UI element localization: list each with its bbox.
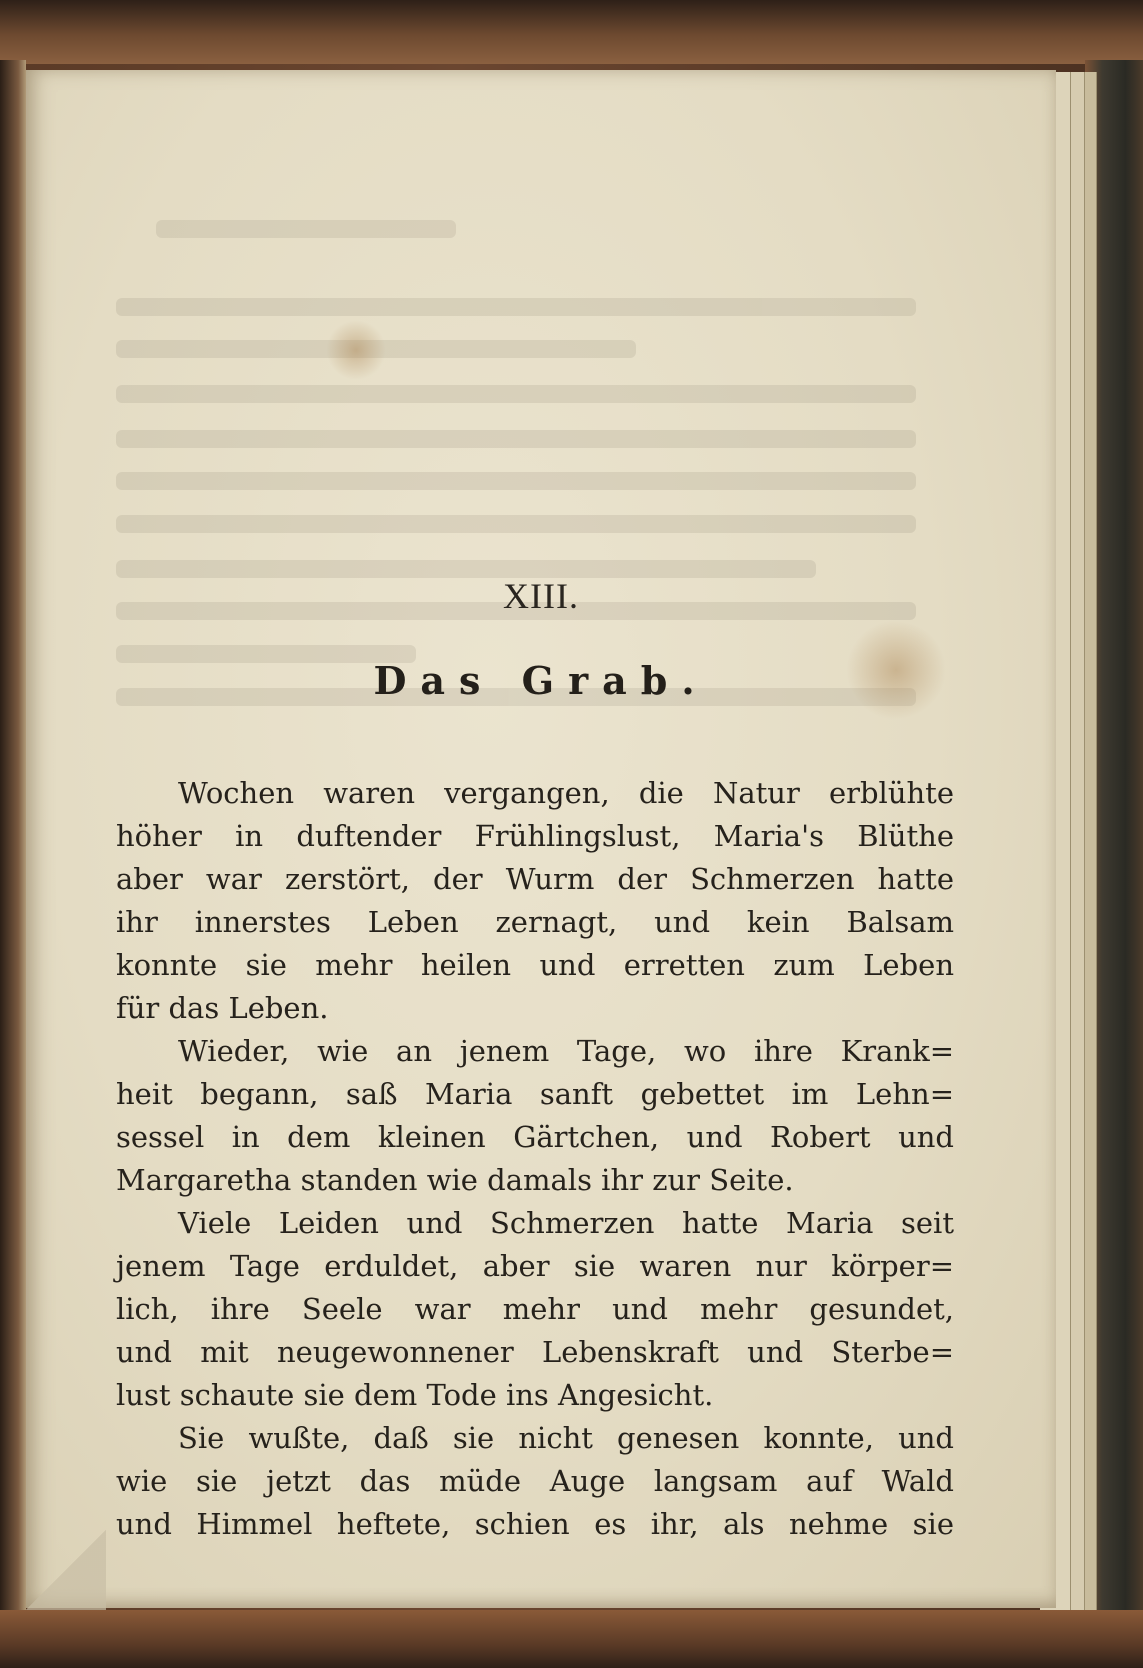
chapter-title: Das Grab. bbox=[373, 658, 709, 703]
text-line: wie sie jetzt das müde Auge langsam auf Wald bbox=[116, 1464, 954, 1498]
text-line: konnte sie mehr heilen und erretten zum Leben bbox=[116, 948, 954, 982]
folded-page-corner bbox=[26, 1530, 106, 1610]
text-line: Viele Leiden und Schmerzen hatte Maria seit bbox=[178, 1206, 954, 1240]
text-line: ihr innerstes Leben zernagt, und kein Balsam bbox=[116, 905, 954, 939]
text-line: und Himmel heftete, schien es ihr, als nehme sie bbox=[116, 1507, 954, 1541]
paragraph bbox=[116, 772, 954, 1030]
paragraph bbox=[116, 1202, 954, 1417]
book-binding-bottom bbox=[0, 1610, 1143, 1668]
text-line: für das Leben. bbox=[116, 991, 329, 1025]
paragraph bbox=[116, 1030, 954, 1202]
book-binding-top bbox=[0, 0, 1143, 64]
paragraph bbox=[116, 1417, 954, 1546]
text-line: Wochen waren vergangen, die Natur erblühte bbox=[178, 776, 954, 810]
text-line: aber war zerstört, der Wurm der Schmerzen hatte bbox=[116, 862, 954, 896]
paper-stain bbox=[326, 320, 386, 380]
chapter-body bbox=[116, 772, 954, 1546]
text-line: und mit neugewonnener Lebenskraft und Sterbe= bbox=[116, 1335, 954, 1369]
book-page bbox=[26, 70, 1056, 1608]
text-line: lich, ihre Seele war mehr und mehr gesundet, bbox=[116, 1292, 954, 1326]
text-line: höher in duftender Frühlingslust, Maria's Blüthe bbox=[116, 819, 954, 853]
text-line: heit begann, saß Maria sanft gebettet im Lehn= bbox=[116, 1077, 954, 1111]
text-line: Sie wußte, daß sie nicht genesen konnte, und bbox=[178, 1421, 954, 1455]
text-line: lust schaute sie dem Tode ins Angesicht. bbox=[116, 1378, 714, 1412]
text-line: Wieder, wie an jenem Tage, wo ihre Krank= bbox=[178, 1034, 954, 1068]
text-line: Margaretha standen wie damals ihr zur Seite. bbox=[116, 1163, 794, 1197]
text-line: jenem Tage erduldet, aber sie waren nur körper= bbox=[116, 1249, 954, 1283]
text-line: sessel in dem kleinen Gärtchen, und Robert und bbox=[116, 1120, 954, 1154]
book-gutter bbox=[0, 60, 26, 1620]
chapter-number: XIII. bbox=[503, 576, 579, 616]
